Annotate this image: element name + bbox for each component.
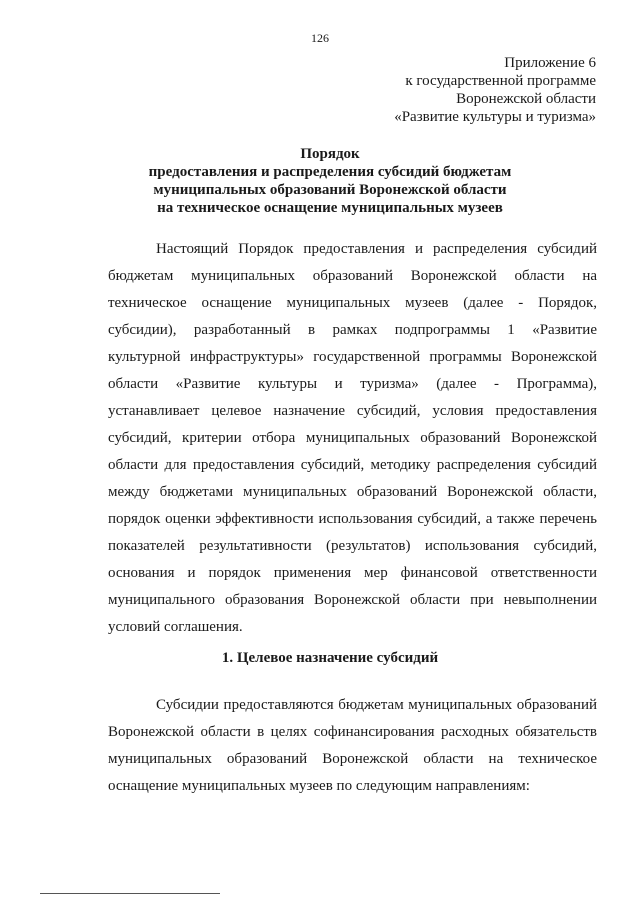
text-line: области «Развитие культуры и туризма» (далее - Программа), <box>108 376 597 392</box>
text-line: техническое оснащение муниципальных музеев (далее - Порядок, <box>108 295 597 311</box>
text-line: муниципального образования Воронежской области при невыполнении <box>108 592 597 608</box>
section-heading: 1. Целевое назначение субсидий <box>221 650 439 666</box>
title-line: Порядок <box>300 146 360 162</box>
text-line: между бюджетами муниципальных образований Воронежской области, <box>108 484 597 500</box>
text-line: оснащение муниципальных музеев по следующим направлениям: <box>108 778 530 794</box>
appendix-line: «Развитие культуры и туризма» <box>394 109 596 125</box>
text-line: устанавливает целевое назначение субсидий, условия предоставления <box>108 403 597 419</box>
text-line: бюджетам муниципальных образований Воронежской области на <box>108 268 597 284</box>
text-line: муниципальных образований Воронежской области на техническое <box>108 751 597 767</box>
footer-divider <box>40 893 220 894</box>
text-line: субсидий, критерии отбора муниципальных образований Воронежской <box>108 430 597 446</box>
intro-paragraph <box>108 236 597 641</box>
section-paragraph <box>108 692 597 800</box>
text-line: области для предоставления субсидий, методику распределения субсидий <box>108 457 597 473</box>
title-line: муниципальных образований Воронежской области <box>153 182 507 198</box>
text-line: порядок оценки эффективности использования субсидий, а также перечень <box>108 511 597 527</box>
text-line: Субсидии предоставляются бюджетам муниципальных образований <box>156 697 597 713</box>
appendix-line: к государственной программе <box>405 73 596 89</box>
appendix-line: Воронежской области <box>456 91 596 107</box>
text-line: культурной инфраструктуры» государственной программы Воронежской <box>108 349 597 365</box>
text-line: Настоящий Порядок предоставления и распределения субсидий <box>156 241 597 257</box>
title-line: на техническое оснащение муниципальных музеев <box>157 200 503 216</box>
page-number: 126 <box>311 31 329 45</box>
text-line: показателей результативности (результатов) использования субсидий, <box>108 538 597 554</box>
text-line: субсидии), разработанный в рамках подпрограммы 1 «Развитие <box>108 322 597 338</box>
text-line: Воронежской области в целях софинансирования расходных обязательств <box>108 724 597 740</box>
appendix-line: Приложение 6 <box>504 55 596 71</box>
title-line: предоставления и распределения субсидий бюджетам <box>148 164 512 180</box>
appendix-header <box>394 54 596 126</box>
document-title <box>60 145 600 217</box>
text-line: основания и порядок применения мер финансовой ответственности <box>108 565 597 581</box>
text-line: условий соглашения. <box>108 619 243 635</box>
